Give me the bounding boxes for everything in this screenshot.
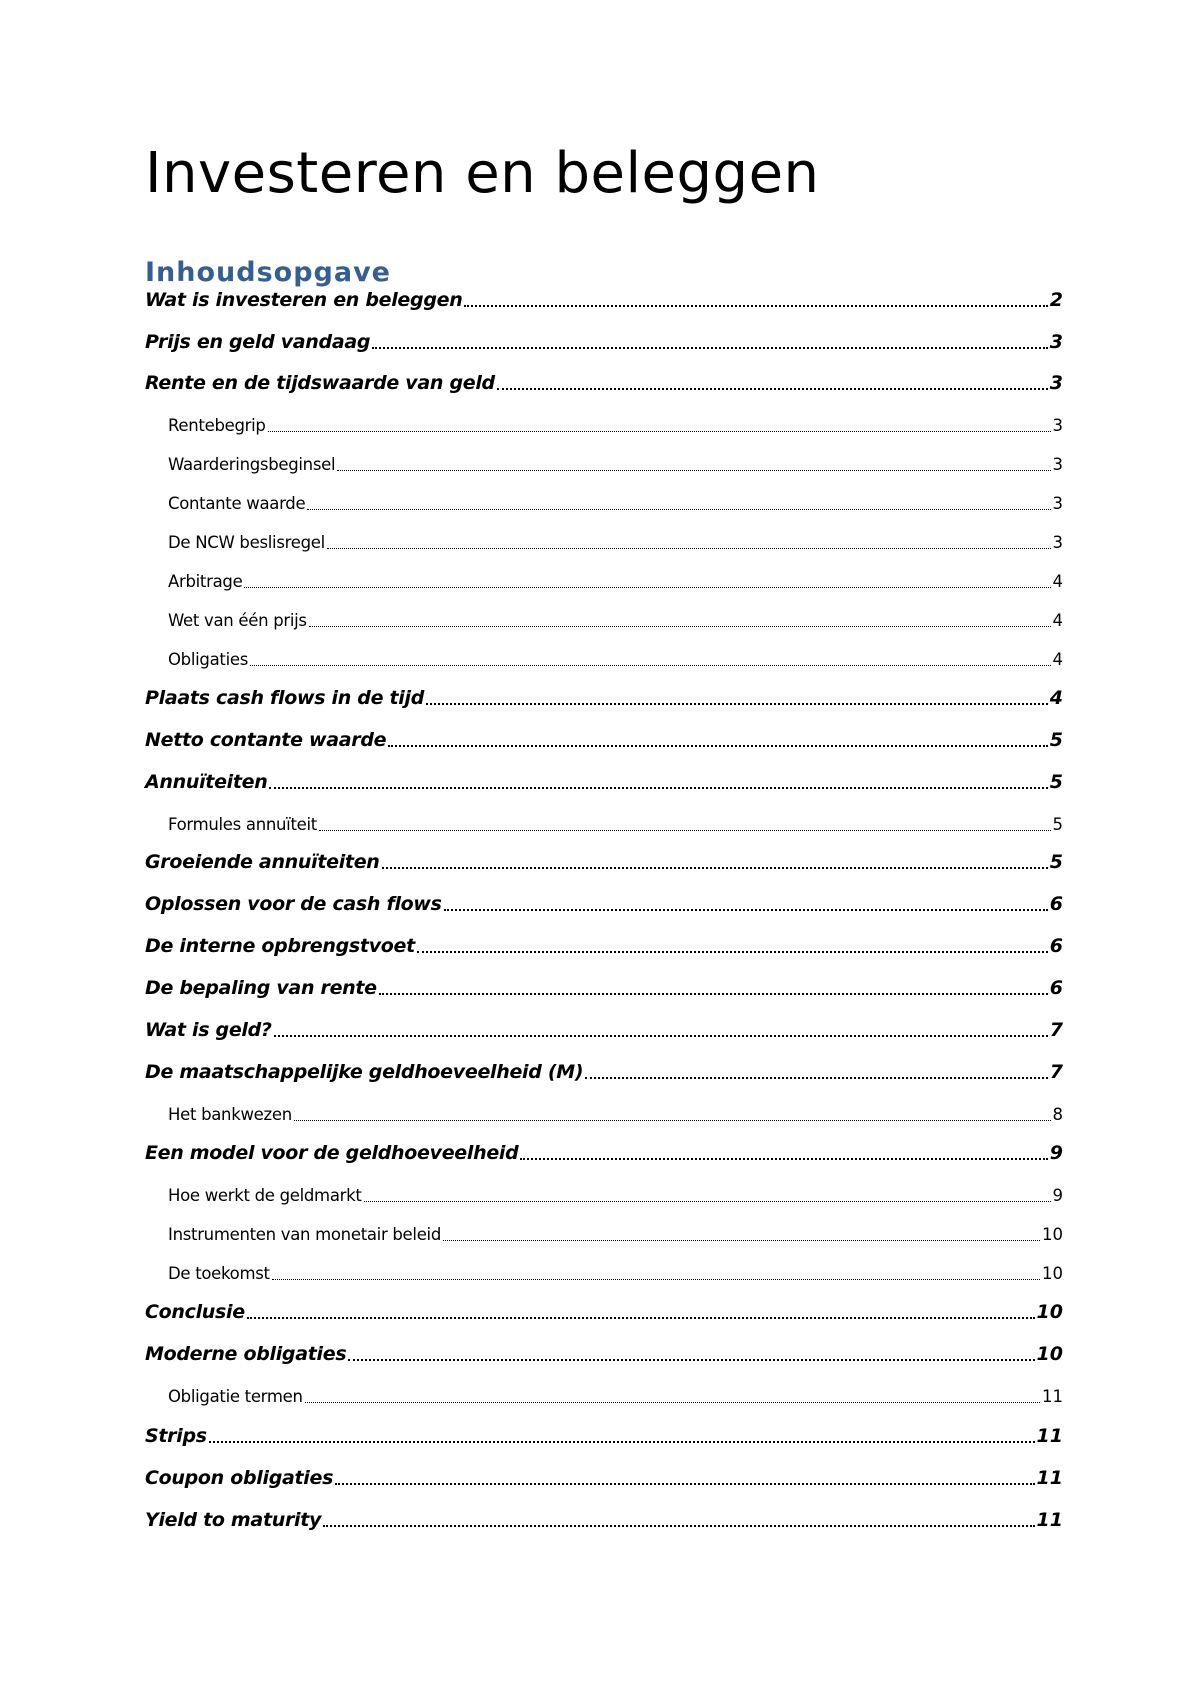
toc-page-number: 3 xyxy=(1049,331,1063,353)
toc-entry-title: Wat is investeren en beleggen xyxy=(145,289,463,311)
toc-dot-leader xyxy=(379,993,1048,995)
toc-page-number: 7 xyxy=(1049,1019,1063,1041)
toc-dot-leader xyxy=(520,1158,1047,1160)
toc-entry[interactable] xyxy=(145,329,1063,355)
toc-subentry[interactable] xyxy=(145,415,1063,437)
toc-dot-leader xyxy=(250,665,1050,666)
toc-dot-leader xyxy=(364,1201,1051,1202)
toc-page-number: 11 xyxy=(1036,1425,1063,1447)
toc-dot-leader xyxy=(417,951,1048,953)
toc-entry[interactable] xyxy=(145,1465,1063,1491)
toc-dot-leader xyxy=(244,587,1050,588)
toc-page-number: 9 xyxy=(1052,1186,1063,1205)
toc-entry-title: Annuïteiten xyxy=(145,771,268,793)
toc-entry-title: Contante waarde xyxy=(168,494,306,513)
toc-entry[interactable] xyxy=(145,1059,1063,1085)
toc-dot-leader xyxy=(372,347,1048,349)
toc-subentry[interactable] xyxy=(145,571,1063,593)
toc-dot-leader xyxy=(464,305,1047,307)
toc-subentry[interactable] xyxy=(145,1386,1063,1408)
toc-entry-title: Yield to maturity xyxy=(145,1509,322,1531)
toc-dot-leader xyxy=(209,1441,1035,1443)
toc-entry-title: Moderne obligaties xyxy=(145,1343,347,1365)
toc-entry-title: De NCW beslisregel xyxy=(168,533,325,552)
toc-entry[interactable] xyxy=(145,769,1063,795)
toc-page-number: 10 xyxy=(1042,1264,1063,1283)
toc-entry[interactable] xyxy=(145,1341,1063,1367)
toc-entry[interactable] xyxy=(145,685,1063,711)
toc-entry-title: Een model voor de geldhoeveelheid xyxy=(145,1142,519,1164)
toc-entry[interactable] xyxy=(145,1017,1063,1043)
toc-dot-leader xyxy=(585,1077,1048,1079)
toc-entry-title: Wet van één prijs xyxy=(168,611,307,630)
toc-entry[interactable] xyxy=(145,933,1063,959)
toc-dot-leader xyxy=(497,388,1048,390)
toc-dot-leader xyxy=(305,1402,1040,1403)
toc-subentry[interactable] xyxy=(145,610,1063,632)
toc-entry-title: Conclusie xyxy=(145,1301,245,1323)
toc-subentry[interactable] xyxy=(145,1224,1063,1246)
toc-entry-title: Formules annuïteit xyxy=(168,815,317,834)
toc-page-number: 10 xyxy=(1042,1225,1063,1244)
toc-entry-title: De toekomst xyxy=(168,1264,270,1283)
toc-entry[interactable] xyxy=(145,1140,1063,1166)
toc-entry-title: De bepaling van rente xyxy=(145,977,377,999)
toc-subentry[interactable] xyxy=(145,1185,1063,1207)
toc-entry[interactable] xyxy=(145,849,1063,875)
toc-entry-title: Rente en de tijdswaarde van geld xyxy=(145,372,495,394)
toc-page-number: 9 xyxy=(1049,1142,1063,1164)
toc-entry-title: Instrumenten van monetair beleid xyxy=(168,1225,442,1244)
toc-dot-leader xyxy=(307,509,1050,510)
toc-entry-title: Waarderingsbeginsel xyxy=(168,455,336,474)
toc-dot-leader xyxy=(335,1483,1034,1485)
toc-subentry[interactable] xyxy=(145,454,1063,476)
toc-entry-title: Obligatie termen xyxy=(168,1387,303,1406)
toc-page-number: 5 xyxy=(1049,851,1063,873)
toc-dot-leader xyxy=(274,1035,1048,1037)
toc-dot-leader xyxy=(269,787,1047,789)
toc-entry[interactable] xyxy=(145,287,1063,313)
toc-entry-title: Strips xyxy=(145,1425,207,1447)
toc-entry-title: Coupon obligaties xyxy=(145,1467,334,1489)
toc-subentry[interactable] xyxy=(145,649,1063,671)
toc-dot-leader xyxy=(382,867,1048,869)
toc-entry[interactable] xyxy=(145,727,1063,753)
toc-dot-leader xyxy=(247,1317,1035,1319)
toc-page-number: 3 xyxy=(1052,533,1063,552)
toc-page-number: 3 xyxy=(1049,372,1063,394)
toc-page-number: 11 xyxy=(1036,1509,1063,1531)
toc-page-number: 4 xyxy=(1052,572,1063,591)
toc-page-number: 10 xyxy=(1036,1343,1063,1365)
toc-page-number: 4 xyxy=(1049,687,1063,709)
toc-dot-leader xyxy=(268,431,1051,432)
toc-dot-leader xyxy=(323,1525,1034,1527)
toc-dot-leader xyxy=(348,1359,1034,1361)
toc-page-number: 4 xyxy=(1052,611,1063,630)
toc-page-number: 10 xyxy=(1036,1301,1063,1323)
toc-dot-leader xyxy=(388,745,1048,747)
toc-dot-leader xyxy=(272,1279,1040,1280)
toc-entry-title: Prijs en geld vandaag xyxy=(145,331,371,353)
toc-page-number: 3 xyxy=(1052,494,1063,513)
toc-page-number: 11 xyxy=(1036,1467,1063,1489)
toc-page-number: 8 xyxy=(1052,1105,1063,1124)
toc-entry-title: Rentebegrip xyxy=(168,416,266,435)
toc-page-number: 5 xyxy=(1049,771,1063,793)
toc-dot-leader xyxy=(309,626,1051,627)
toc-entry-title: Arbitrage xyxy=(168,572,243,591)
toc-entry-title: Oplossen voor de cash flows xyxy=(145,893,442,915)
toc-dot-leader xyxy=(443,1240,1040,1241)
toc-entry-title: Wat is geld? xyxy=(145,1019,272,1041)
toc-subentry[interactable] xyxy=(145,493,1063,515)
toc-page-number: 5 xyxy=(1052,815,1063,834)
toc-dot-leader xyxy=(319,830,1051,831)
toc-dot-leader xyxy=(294,1120,1051,1121)
toc-subentry[interactable] xyxy=(145,1104,1063,1126)
toc-dot-leader xyxy=(444,909,1048,911)
toc-dot-leader xyxy=(426,703,1048,705)
toc-entry[interactable] xyxy=(145,975,1063,1001)
toc-page-number: 3 xyxy=(1052,416,1063,435)
toc-dot-leader xyxy=(337,470,1050,471)
toc-entry[interactable] xyxy=(145,1507,1063,1533)
toc-entry-title: Het bankwezen xyxy=(168,1105,292,1124)
toc-page-number: 6 xyxy=(1049,977,1063,999)
toc-entry-title: Plaats cash flows in de tijd xyxy=(145,687,424,709)
toc-heading: Inhoudsopgave xyxy=(145,257,391,288)
toc-page-number: 6 xyxy=(1049,935,1063,957)
toc-page-number: 11 xyxy=(1042,1387,1063,1406)
toc-entry-title: Groeiende annuïteiten xyxy=(145,851,380,873)
toc-page-number: 2 xyxy=(1049,289,1063,311)
toc-entry-title: Netto contante waarde xyxy=(145,729,387,751)
toc-entry[interactable] xyxy=(145,370,1063,396)
toc-subentry[interactable] xyxy=(145,1263,1063,1285)
toc-subentry[interactable] xyxy=(145,814,1063,836)
document-title: Investeren en beleggen xyxy=(145,141,820,206)
toc-entry-title: De maatschappelijke geldhoeveelheid (M) xyxy=(145,1061,584,1083)
toc-page-number: 7 xyxy=(1049,1061,1063,1083)
toc-page-number: 6 xyxy=(1049,893,1063,915)
toc-dot-leader xyxy=(327,548,1051,549)
toc-page-number: 4 xyxy=(1052,650,1063,669)
toc-entry[interactable] xyxy=(145,1423,1063,1449)
toc-entry[interactable] xyxy=(145,1299,1063,1325)
toc-page-number: 5 xyxy=(1049,729,1063,751)
toc-entry-title: De interne opbrengstvoet xyxy=(145,935,415,957)
toc-entry-title: Obligaties xyxy=(168,650,249,669)
toc-entry-title: Hoe werkt de geldmarkt xyxy=(168,1186,362,1205)
toc-page-number: 3 xyxy=(1052,455,1063,474)
toc-subentry[interactable] xyxy=(145,532,1063,554)
toc-entry[interactable] xyxy=(145,891,1063,917)
